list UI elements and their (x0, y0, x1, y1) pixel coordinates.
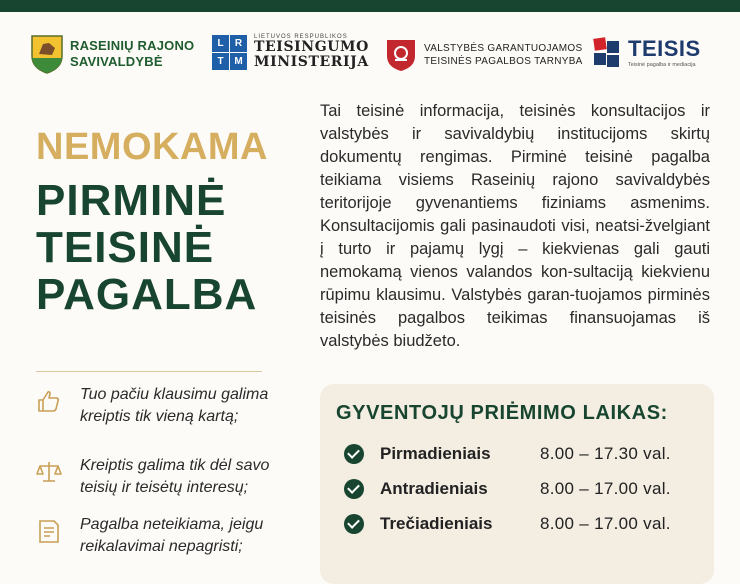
hours-day: Trečiadieniais (380, 514, 493, 533)
hours-row (344, 479, 671, 499)
hours-row (344, 444, 671, 464)
reception-hours-title: GYVENTOJŲ PRIĖMIMO LAIKAS: (336, 402, 668, 424)
vgt-name-line1: VALSTYBĖS GARANTUOJAMOS (424, 43, 583, 54)
tip-item (36, 455, 290, 499)
ministry-name-line2: MINISTERIJA (254, 54, 369, 70)
ministry-logo (212, 34, 369, 70)
tip-text: Tuo pačiu klausimu galima kreiptis tik vieną kartą; (80, 386, 269, 425)
tip-text: Kreiptis galima tik dėl savo teisių ir teisėtų interesų; (80, 457, 270, 496)
check-icon (344, 514, 364, 534)
hours-day: Pirmadieniais (380, 444, 491, 463)
teisis-mark-icon (592, 38, 622, 68)
ltm-mark (212, 35, 247, 70)
intro-paragraph: Tai teisinė informacija, teisinės konsultacijos ir valstybės ir savivaldybių institucijoms skirtų dokumentų rengimas. Pirminė teisinė pagalba teikiama visiems Raseinių rajono savivaldybės teritorijoje gyvenantiems fiziniams asmenims. Konsultacijomis gali pasinaudoti visi, neatsi-žvelgiant į turto ir pajamų lygį – kiekvienas gali gauti nemokamą vienos valandos kon-sultaciją kiekvienu rūpimu klausimu. Valstybės garan-tuojamos pirminės teisinės pagalbos teikimas finansuojamas iš valstybės biudžeto. (320, 102, 710, 350)
ltm-letter: R (230, 35, 247, 52)
hours-row (344, 514, 671, 534)
reception-hours-panel (320, 384, 714, 584)
ministry-name-line1: TEISINGUMO (254, 39, 369, 55)
hours-time: 8.00 – 17.00 val. (540, 479, 671, 498)
divider (36, 371, 262, 372)
thumbs-up-icon (36, 388, 62, 414)
raseiniai-name-line1: RASEINIŲ RAJONO (70, 38, 195, 53)
tip-text: Pagalba neteikiama, jeigu reikalavimai nepagristi; (80, 516, 264, 555)
scales-icon (36, 459, 62, 485)
headline-line3: PAGALBA (36, 270, 258, 319)
teisis-subtitle: Teisinė pagalba ir mediacija (628, 62, 696, 68)
ministry-small-text: LIETUVOS RESPUBLIKOS (254, 34, 348, 40)
tip-item (36, 514, 290, 558)
ltm-letter: L (212, 35, 229, 52)
tip-item (36, 384, 290, 428)
ltm-letter: T (212, 53, 229, 70)
raseiniai-logo (30, 34, 194, 74)
hours-day: Antradieniais (380, 479, 488, 498)
hours-time: 8.00 – 17.30 val. (540, 444, 671, 463)
raseiniai-name-line2: SAVIVALDYBĖ (70, 54, 163, 69)
check-icon (344, 479, 364, 499)
headline-line1: PIRMINĖ (36, 176, 227, 225)
hours-time: 8.00 – 17.00 val. (540, 514, 671, 533)
ltm-letter: M (230, 53, 247, 70)
vytis-shield-icon (385, 38, 417, 72)
top-bar (0, 0, 740, 12)
teisis-logo (592, 38, 701, 68)
headline-free: NEMOKAMA (36, 126, 268, 168)
vgt-name-line2: TEISINĖS PAGALBOS TARNYBA (424, 56, 583, 67)
check-icon (344, 444, 364, 464)
headline-line2: TEISINĖ (36, 223, 215, 272)
coat-of-arms-icon (30, 34, 64, 74)
document-icon (36, 518, 62, 544)
teisis-wordmark: TEISIS (628, 36, 701, 61)
vgt-logo (385, 38, 583, 72)
